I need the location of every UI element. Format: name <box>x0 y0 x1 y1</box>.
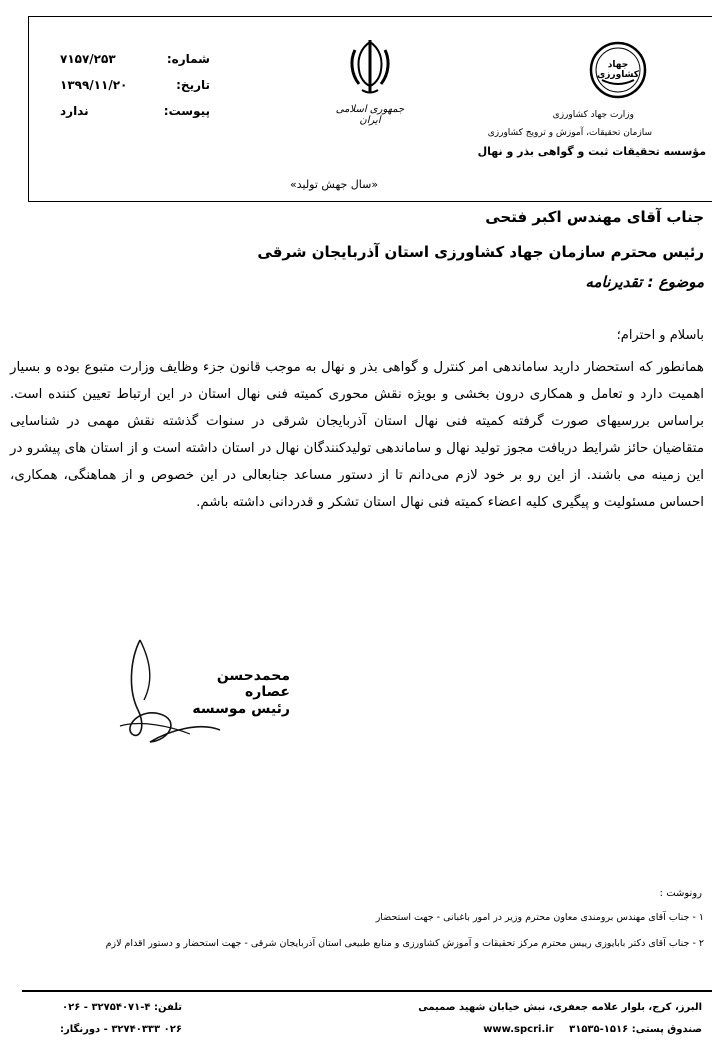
emblem-icon <box>347 38 393 96</box>
signer-name: محمدحسن عصاره <box>216 668 290 700</box>
signer-title: رئیس موسسه <box>192 701 290 717</box>
year-motto: «سال جهش تولید» <box>290 178 379 191</box>
cc-line-1: ۱ - جناب آقای مهندس برومندی معاون محترم وزیر در امور باغبانی - جهت استحضار <box>375 912 704 923</box>
attachment-label: پیوست: <box>163 104 210 118</box>
national-emblem <box>325 38 415 126</box>
emblem-caption: جمهوری اسلامی ایران <box>335 104 405 126</box>
letter-meta <box>60 52 210 130</box>
letter-body: همانطور که استحضار دارید ساماندهی امر کنترل و گواهی بذر و نهال به موجب قانون جزء وظایف وزارت متبوع بوده و بسیار اهمیت دارد و تعامل و همکاری درون بخشی و بویژه نقش محوری کمیته فنی نهال استان در این ارتباط تعیین کننده است. براساس بررسیهای صورت گرفته کمیته فنی نهال استان آذربایجان شرقی در سنوات گذشته نقش مهمی در شناسایی متقاضیان حائز شرایط دریافت مجوز تولید نهال و ساماندهی تولیدکنندگان نهال در استان داشته است و از استان های پیشرو در این زمینه می باشند. از این رو بر خود لازم می‌دانم تا از دستور مساعد جنابعالی در این خصوص و از هماهنگی، همکاری، احساس مسئولیت و پیگیری کلیه اعضاء کمیته فنی نهال استان تشکر و قدردانی داشته باشم. <box>10 360 704 510</box>
addressee-name: جناب آقای مهندس اکبر فتحی <box>485 208 704 226</box>
greeting: باسلام و احترام؛ <box>616 328 704 343</box>
letter-subject: موضوع : تقدیرنامه <box>585 273 704 291</box>
attachment-row <box>60 104 210 130</box>
addressee-title: رئیس محترم سازمان جهاد کشاورزی استان آذربایجان شرقی <box>257 243 704 261</box>
date-value: ۱۳۹۹/۱۱/۲۰ <box>60 78 128 92</box>
date-row <box>60 78 210 104</box>
footer-pobox-row <box>483 1024 702 1035</box>
number-value: ۷۱۵۷/۲۵۳ <box>60 52 116 66</box>
logo-text: جهاد کشاورزی <box>597 60 639 80</box>
ministry-logo <box>588 40 648 104</box>
footer-divider <box>22 990 712 992</box>
footer-pobox: صندوق پستی: ۱۵۱۶-۳۱۵۳۵ <box>569 1024 702 1035</box>
footer-fax: ۰۲۶ ۳۲۷۴۰۳۳۳ - دورنگار: <box>60 1024 182 1035</box>
cc-line-2: ۲ - جناب آقای دکتر بابایوزی رییس محترم مرکز تحقیقات و آموزش کشاورزی و منابع طبیعی استان آذربایجان شرقی - جهت استحضار و دستور اقدام لازم <box>105 938 704 949</box>
organization-name: سازمان تحقیقات، آموزش و ترویج کشاورزی <box>487 128 652 138</box>
attachment-value: ندارد <box>60 104 89 118</box>
footer-website[interactable]: www.spcri.ir <box>483 1024 554 1035</box>
cc-title: رونوشت : <box>659 888 702 899</box>
number-row <box>60 52 210 78</box>
footer-address: البرز، کرج، بلوار علامه جعفری، نبش خیابان شهید صمیمی <box>418 1002 702 1013</box>
footer-phone: تلفن: ۴-۳۲۷۵۴۰۷۱ - ۰۲۶ <box>62 1002 183 1013</box>
institute-name: مؤسسه تحقیقات ثبت و گواهی بذر و نهال <box>477 145 706 158</box>
signer-block <box>180 668 290 734</box>
ministry-name: وزارت جهاد کشاورزی <box>552 110 634 120</box>
date-label: تاریخ: <box>176 78 210 92</box>
number-label: شماره: <box>166 52 210 66</box>
